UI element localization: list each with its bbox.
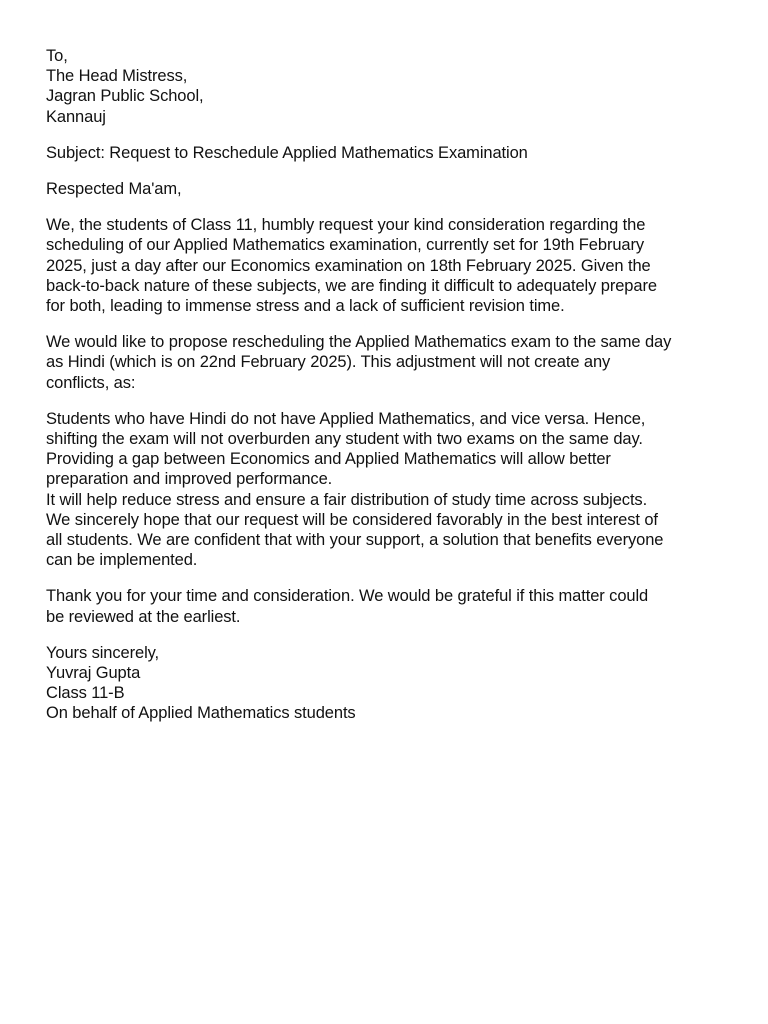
signature-class: Class 11-B xyxy=(46,684,125,703)
salutation-text: Respected Ma'am, xyxy=(46,180,182,199)
signature-name: Yuvraj Gupta xyxy=(46,664,141,683)
paragraph-line: We, the students of Class 11, humbly request your kind consideration regarding the xyxy=(46,216,646,235)
subject-text: Subject: Request to Reschedule Applied Mathematics Examination xyxy=(46,143,528,162)
paragraph-line: We would like to propose rescheduling the Applied Mathematics exam to the same day xyxy=(46,333,672,352)
paragraph-line: Students who have Hindi do not have Applied Mathematics, and vice versa. Hence, xyxy=(46,409,646,428)
paragraph-line: Providing a gap between Economics and Applied Mathematics will allow better xyxy=(46,450,611,469)
address-school: Jagran Public School, xyxy=(46,87,204,106)
paragraph-request xyxy=(46,215,736,316)
address-title: The Head Mistress, xyxy=(46,67,188,86)
paragraph-line: Thank you for your time and consideration. We would be grateful if this matter could xyxy=(46,587,649,606)
paragraph-line: all students. We are confident that with your support, a solution that benefits everyone xyxy=(46,531,664,550)
paragraph-line: It will help reduce stress and ensure a fair distribution of study time across subjects. xyxy=(46,490,648,509)
paragraph-line: shifting the exam will not overburden any student with two exams on the same day. xyxy=(46,430,643,449)
paragraph-proposal xyxy=(46,332,736,393)
paragraph-line: be reviewed at the earliest. xyxy=(46,607,241,626)
salutation xyxy=(46,179,736,199)
paragraph-line: for both, leading to immense stress and a lack of sufficient revision time. xyxy=(46,297,565,316)
signature-behalf: On behalf of Applied Mathematics students xyxy=(46,704,356,723)
signature-closing: Yours sincerely, xyxy=(46,643,160,662)
paragraph-reasons xyxy=(46,409,736,571)
paragraph-line: 2025, just a day after our Economics examination on 18th February 2025. Given the xyxy=(46,256,651,275)
paragraph-thanks xyxy=(46,586,736,626)
address-to: To, xyxy=(46,47,68,65)
paragraph-line: We sincerely hope that our request will be considered favorably in the best interest of xyxy=(46,510,658,529)
paragraph-line: conflicts, as: xyxy=(46,373,136,392)
address-city: Kannauj xyxy=(46,107,106,126)
recipient-address xyxy=(46,46,736,127)
subject-line xyxy=(46,143,736,163)
letter xyxy=(46,46,736,724)
signature-block xyxy=(46,643,736,724)
paragraph-line: as Hindi (which is on 22nd February 2025). This adjustment will not create any xyxy=(46,353,611,372)
paragraph-line: can be implemented. xyxy=(46,551,198,570)
paragraph-line: back-to-back nature of these subjects, we are finding it difficult to adequately prepare xyxy=(46,276,657,295)
paragraph-line: scheduling of our Applied Mathematics examination, currently set for 19th February xyxy=(46,236,645,255)
paragraph-line: preparation and improved performance. xyxy=(46,470,333,489)
